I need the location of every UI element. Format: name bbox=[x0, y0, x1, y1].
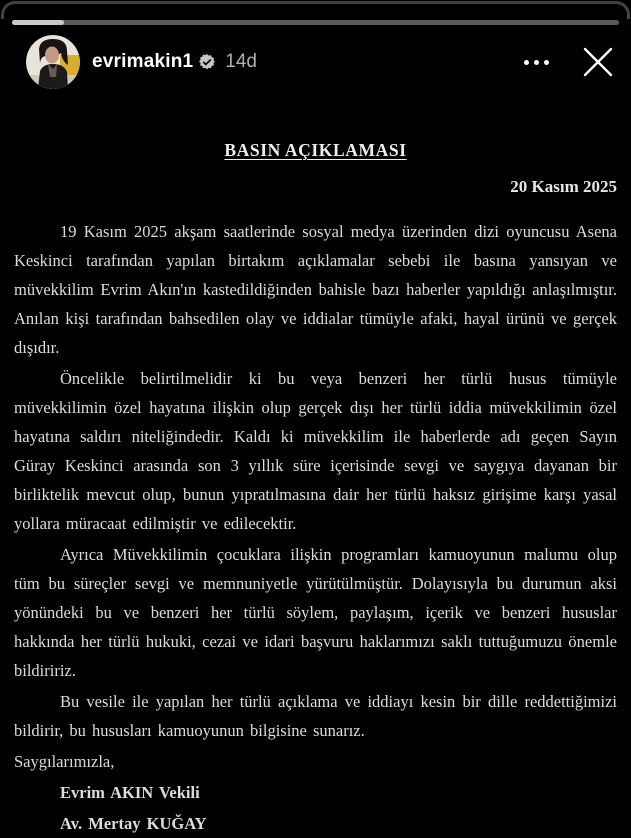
paragraph-1: 19 Kasım 2025 akşam saatlerinde sosyal medya üzerinden dizi oyuncusu Asena Keskinci tarafından yapılan birtakım açıklamalar sebebi ile basına yansıyan ve müvekkilim Evrim Akın'ın kastedildiğinden bahisle bazı haberler yapıldığı anlaşılmıştır. Anılan kişi tarafından bahsedilen olay ve iddialar tümüyle afaki, hayal ürünü ve gerçek dışıdır. bbox=[14, 222, 617, 357]
document-date: 20 Kasım 2025 bbox=[510, 177, 617, 196]
story-timestamp: 14d bbox=[225, 51, 257, 72]
paragraph-3: Ayrıca Müvekkilimin çocuklara ilişkin programları kamuoyunun malumu olup tüm bu süreçler sevgi ve memnuniyetle yürütülmüştür. Dolayısıyla bu durumun aksi yönündeki bu ve benzeri her türlü söylem, paylaşım, içerik ve benzeri hususlar hakkında her türlü hukuki, cezai ve idari başvuru haklarımızı saklı tuttuğumuzu önemle bildiririz. bbox=[14, 545, 617, 680]
paragraph-2: Öncelikle belirtilmelidir ki bu veya benzeri her türlü husus tümüyle müvekkilimin özel hayatına ilişkin olup gerçek dışı her türlü iddia müvekkilimin özel hayatına saldırı niteliğindedir. Kaldı ki müvekkilim ile haberlerde adı geçen Sayın Güray Keskinci arasında son 3 yıllık süre içerisinde sevgi ve saygıya dayanan bir birliktelik mevcut olup, bunun yıpratılmasına dair her türlü haksız girişime karşı yasal yollara müracaat edilmiştir ve edilecektir. bbox=[14, 369, 617, 533]
document-title: BASIN AÇIKLAMASI bbox=[224, 140, 407, 160]
signature-line-2: Av. Mertay KUĞAY bbox=[60, 814, 207, 833]
signature-line-1: Evrim AKIN Vekili bbox=[60, 783, 200, 802]
closing-salutation: Saygılarımızla, bbox=[14, 752, 115, 771]
paragraph-4: Bu vesile ile yapılan her türlü açıklama ve iddiayı kesin bir dille reddettiğimizi bildirir, bu hususları kamuoyunun bilgisine sunarız. bbox=[14, 692, 617, 740]
username[interactable]: evrimakin1 bbox=[92, 51, 194, 72]
